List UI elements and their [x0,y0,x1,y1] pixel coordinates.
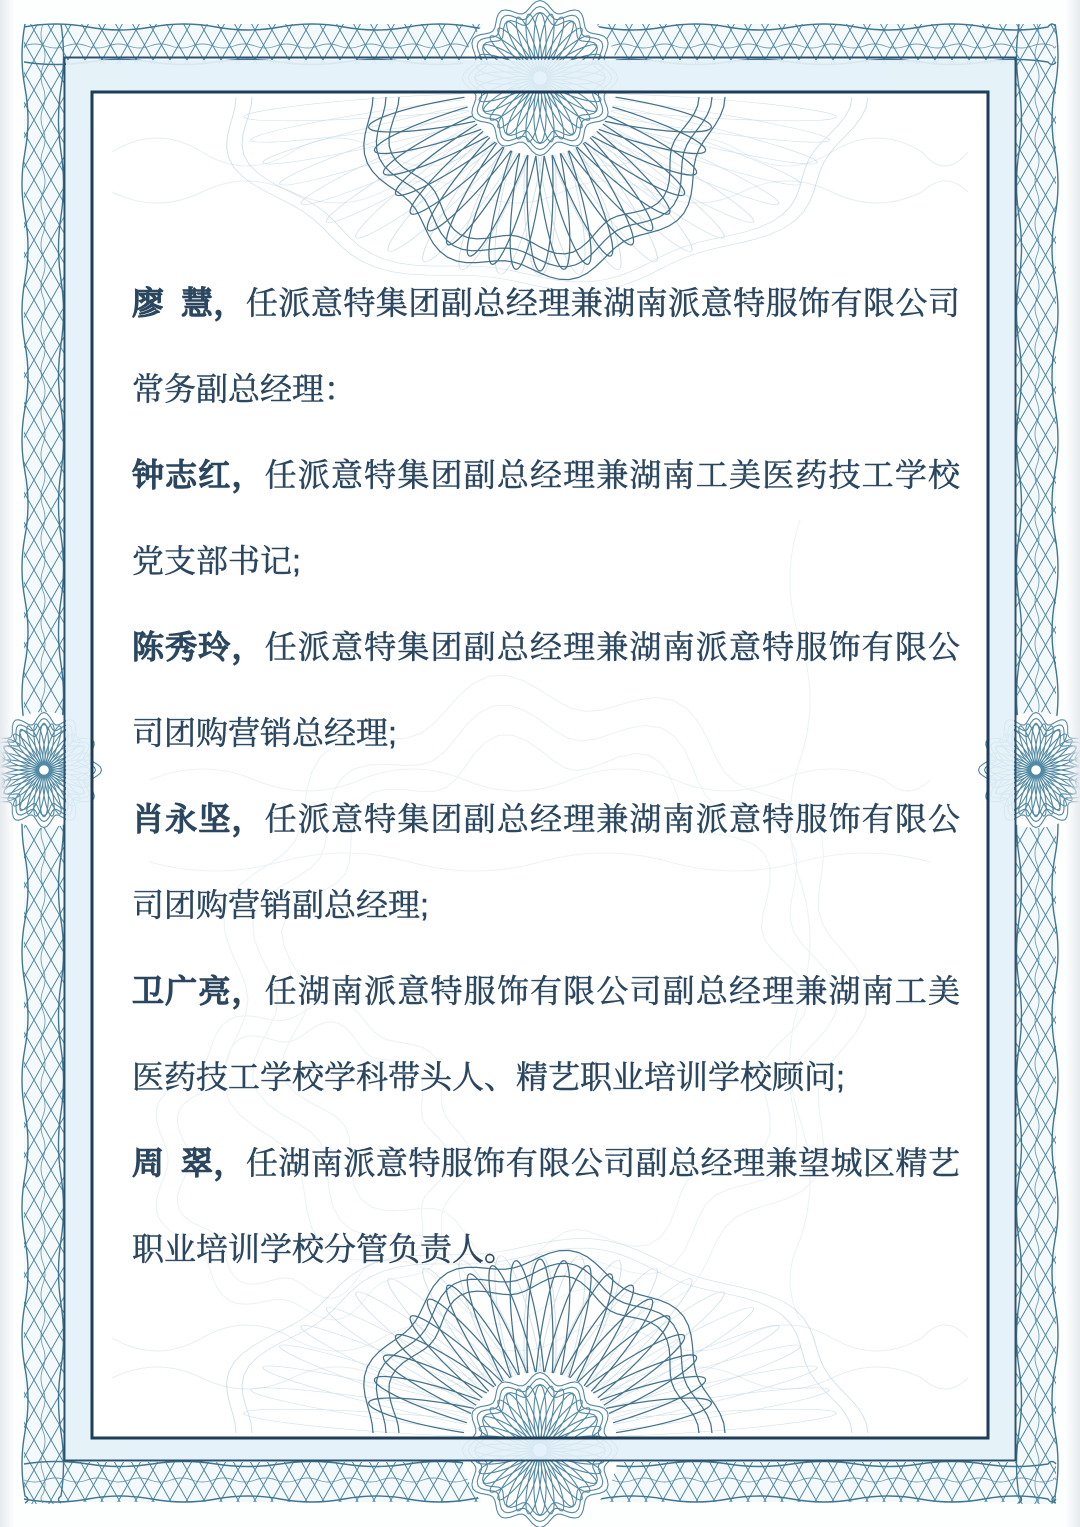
notice-line [132,690,960,776]
notice-line [132,1120,960,1206]
notice-line [132,776,960,862]
text-segment: 任派意特集团副总经理兼湖南工美医药技工学校 [264,457,960,493]
text-segment: 任湖南派意特服饰有限公司副总经理兼湖南工美 [264,973,960,1009]
notice-line [132,862,960,948]
text-segment: 任派意特集团副总经理兼湖南派意特服饰有限公司 [245,285,960,321]
text-segment: 医药技工学校学科带头人、精艺职业培训学校顾问; [132,1059,845,1095]
person-name: 卫广亮， [132,973,265,1009]
notice-line [132,1206,960,1292]
text-segment: 司团购营销总经理; [132,715,397,751]
text-segment: 任派意特集团副总经理兼湖南派意特服饰有限公 [264,801,960,837]
text-segment: 党支部书记; [132,543,301,579]
text-segment: 常务副总经理： [132,371,357,407]
person-name: 周 翠， [132,1145,246,1181]
notice-line [132,604,960,690]
text-segment: 职业培训学校分管负责人。 [132,1231,517,1267]
person-name: 钟志红， [132,457,265,493]
notice-line [132,518,960,604]
text-segment: 任派意特集团副总经理兼湖南派意特服饰有限公 [264,629,960,665]
person-name: 陈秀玲， [132,629,265,665]
notice-line [132,432,960,518]
notice-line [132,346,960,432]
notice-line [132,260,960,346]
text-segment: 任湖南派意特服饰有限公司副总经理兼望城区精艺 [245,1145,960,1181]
notice-line [132,948,960,1034]
notice-line [132,1034,960,1120]
notice-body [132,260,960,1292]
text-segment: 司团购营销副总经理; [132,887,429,923]
person-name: 肖永坚， [132,801,265,837]
person-name: 廖 慧， [132,285,246,321]
